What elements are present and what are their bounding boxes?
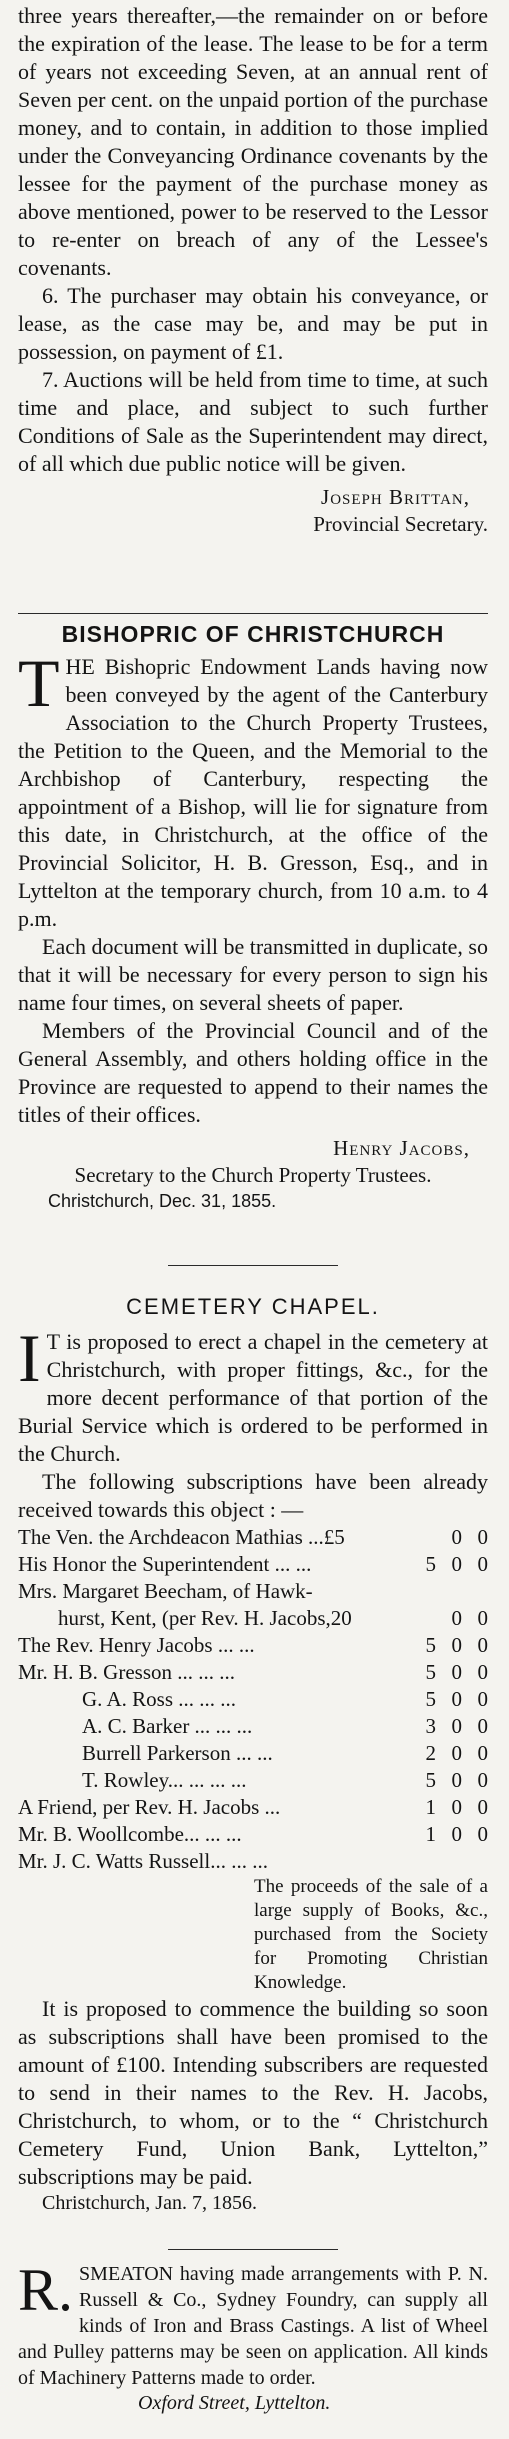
paragraph-clause-6: 6. The purchaser may obtain his conveyance, or lease, as the case may be, and may be put in possession, on payment of £1. bbox=[18, 283, 488, 364]
divider-line bbox=[18, 613, 488, 614]
amount-pence: 0 bbox=[477, 1822, 488, 1846]
table-row bbox=[18, 1713, 488, 1740]
subscriber-name: The Rev. Henry Jacobs ... ... bbox=[18, 1633, 255, 1657]
amount-shillings: 0 bbox=[451, 1633, 462, 1657]
subscription-note: The proceeds of the sale of a large supply of Books, &c., purchased from the Society for Promoting Christian Knowledge. bbox=[254, 1876, 488, 1993]
amount-pence: 0 bbox=[477, 1768, 488, 1792]
amount-shillings: 0 bbox=[451, 1714, 462, 1738]
amount-pounds bbox=[402, 1578, 436, 1605]
table-row bbox=[18, 1821, 488, 1848]
dropcap-letter: R. bbox=[18, 2257, 74, 2323]
subscriber-name: Mr. B. Woollcombe... ... ... bbox=[18, 1822, 242, 1846]
amount-pence: 0 bbox=[477, 1795, 488, 1819]
subscriber-name: The Ven. the Archdeacon Mathias ...£5 bbox=[18, 1525, 345, 1549]
section-divider bbox=[18, 1265, 488, 1266]
paragraph-lease-terms: three years thereafter,—the remainder on or before the expiration of the lease. The lease to be for a term of years not exceeding Seven, at an annual rent of Seven per cent. on the unpaid portion of the purchase money, and to contain, in addition to those implied under the Conveyancing Ordinance covenants by the lessee for the payment of the purchase money as above mentioned, power to be reserved to the Lessor to re-enter on breach of any of the Lessee's covenants. bbox=[18, 3, 488, 280]
amount-pounds: 3 bbox=[425, 1714, 436, 1738]
amount-shillings: 0 bbox=[451, 1687, 462, 1711]
signature-name: Joseph Brittan, bbox=[321, 485, 470, 509]
table-row bbox=[18, 1767, 488, 1794]
amount-pence: 0 bbox=[477, 1687, 488, 1711]
bishopric-paragraph-1-text: HE Bishopric Endowment Lands having now been conveyed by the agent of the Canterbury Association to the Church Property Trustees, the Petition to the Queen, and the Memorial to the Archbishop of Canterbury, respecting the appointment of a Bishop, will lie for signature from this date, in Christchurch, at the office of the Provincial Solicitor, H. B. Gresson, Esq., and in Lyttelton at the temporary church, from 10 a.m. to 4 p.m. bbox=[18, 654, 488, 931]
table-row bbox=[18, 1848, 488, 1875]
amount-pence: 0 bbox=[477, 1606, 488, 1630]
subscriber-name: Mr. J. C. Watts Russell... ... ... bbox=[18, 1849, 268, 1873]
address-line: Oxford Street, Lyttelton. bbox=[138, 2392, 331, 2414]
amount-pence: 0 bbox=[477, 1633, 488, 1657]
table-row bbox=[18, 1551, 488, 1578]
bishopric-paragraph-1 bbox=[18, 645, 488, 933]
amount-pounds: 5 bbox=[425, 1768, 436, 1792]
chapel-paragraph-1-text: T is proposed to erect a chapel in the cemetery at Christchurch, with proper fittings, &c., for the more decent performance of that portion of the Burial Service which is ordered to be performed in the Church. bbox=[18, 1329, 488, 1466]
table-row bbox=[18, 1686, 488, 1713]
amount-shillings: 0 bbox=[451, 1660, 462, 1684]
heading-bishopric: BISHOPRIC OF CHRISTCHURCH bbox=[61, 621, 445, 647]
table-row bbox=[18, 1794, 488, 1821]
subscriber-name: Mrs. Margaret Beecham, of Hawk- bbox=[18, 1579, 313, 1603]
bishopric-paragraph-2: Each document will be transmitted in duplicate, so that it will be necessary for every person to sign his name four times, on several sheets of paper. bbox=[18, 934, 488, 1015]
subscriber-name: Burrell Parkerson ... ... bbox=[82, 1741, 273, 1765]
table-row bbox=[18, 1740, 488, 1767]
amount-shillings bbox=[436, 1848, 462, 1875]
amount-pence: 0 bbox=[477, 1660, 488, 1684]
table-row bbox=[18, 1578, 488, 1605]
smeaton-paragraph bbox=[18, 2257, 488, 2391]
subscriber-name: hurst, Kent, (per Rev. H. Jacobs,20 bbox=[58, 1606, 352, 1630]
amount-shillings: 0 bbox=[451, 1822, 462, 1846]
land-sale-notice bbox=[18, 2, 488, 538]
chapel-paragraph-1 bbox=[18, 1320, 488, 1468]
dropcap-letter: T bbox=[18, 645, 60, 721]
bishopric-paragraph-3: Members of the Provincial Council and of the General Assembly, and others holding office in the Province are requested to append to their names the titles of their offices. bbox=[18, 1018, 488, 1127]
subscriber-name: T. Rowley... ... ... ... bbox=[82, 1768, 247, 1792]
divider-line bbox=[168, 2249, 338, 2250]
section-divider bbox=[18, 2249, 488, 2250]
subscriber-name: His Honor the Superintendent ... ... bbox=[18, 1552, 312, 1576]
amount-pounds: 5 bbox=[425, 1660, 436, 1684]
paragraph-clause-7: 7. Auctions will be held from time to time, at such time and place, and subject to such further Conditions of Sale as the Superintendent may direct, of all which due public notice will be given. bbox=[18, 367, 488, 476]
amount-shillings: 0 bbox=[451, 1606, 462, 1630]
amount-pence: 0 bbox=[477, 1714, 488, 1738]
subscriber-name: A Friend, per Rev. H. Jacobs ... bbox=[18, 1795, 281, 1819]
table-row bbox=[18, 1605, 488, 1632]
chapel-paragraph-2: The following subscriptions have been already received towards this object : — bbox=[18, 1469, 488, 1522]
amount-pence: 0 bbox=[477, 1525, 488, 1549]
cemetery-chapel-notice bbox=[18, 1292, 488, 2215]
smeaton-paragraph-text: SMEATON having made arrangements with P. N. Russell & Co., Sydney Foundry, can supply all kinds of Iron and Brass Castings. A list of Wheel and Pulley patterns may be seen on application. All kinds of Machinery Patterns made to order. bbox=[18, 2263, 488, 2389]
section-divider bbox=[18, 613, 488, 614]
table-row bbox=[18, 1659, 488, 1686]
dateline: Christchurch, Jan. 7, 1856. bbox=[42, 2192, 257, 2214]
signature-title: Secretary to the Church Property Trustees. bbox=[74, 1163, 432, 1187]
subscriber-name: A. C. Barker ... ... ... bbox=[82, 1714, 253, 1738]
amount-pence: 0 bbox=[477, 1741, 488, 1765]
amount-pence bbox=[462, 1848, 488, 1875]
divider-line bbox=[168, 1265, 338, 1266]
amount-shillings: 0 bbox=[451, 1795, 462, 1819]
dateline: Christchurch, Dec. 31, 1855. bbox=[48, 1191, 277, 1211]
amount-pounds: 5 bbox=[425, 1552, 436, 1576]
amount-pounds: 1 bbox=[425, 1822, 436, 1846]
subscriber-name: Mr. H. B. Gresson ... ... ... bbox=[18, 1660, 236, 1684]
amount-pounds: 1 bbox=[425, 1795, 436, 1819]
amount-pounds: 5 bbox=[425, 1633, 436, 1657]
amount-shillings: 0 bbox=[451, 1525, 462, 1549]
amount-pounds bbox=[402, 1524, 436, 1551]
heading-cemetery-chapel: CEMETERY CHAPEL. bbox=[126, 1294, 380, 1319]
signature-name: Henry Jacobs, bbox=[333, 1136, 470, 1160]
table-row bbox=[18, 1632, 488, 1659]
amount-pence: 0 bbox=[477, 1552, 488, 1576]
dropcap-letter: I bbox=[18, 1320, 41, 1396]
amount-shillings: 0 bbox=[451, 1552, 462, 1576]
smeaton-advertisement bbox=[18, 2257, 488, 2415]
amount-pounds bbox=[402, 1848, 436, 1875]
subscriber-name: G. A. Ross ... ... ... bbox=[82, 1687, 237, 1711]
signature-title: Provincial Secretary. bbox=[313, 512, 488, 536]
amount-shillings: 0 bbox=[451, 1741, 462, 1765]
amount-pounds: 5 bbox=[425, 1687, 436, 1711]
chapel-paragraph-3: It is proposed to commence the building so soon as subscriptions shall have been promised to the amount of £100. Intending subscribers are requested to send in their names to the Rev. H. Jacobs, Christchurch, to whom, or to the “ Christchurch Cemetery Fund, Union Bank, Lyttelton,” subscriptions may be paid. bbox=[18, 1996, 488, 2189]
table-row bbox=[18, 1524, 488, 1551]
amount-shillings: 0 bbox=[451, 1768, 462, 1792]
bishopric-notice bbox=[18, 619, 488, 1213]
amount-pence bbox=[462, 1578, 488, 1605]
subscriptions-table bbox=[18, 1524, 488, 1875]
amount-shillings bbox=[436, 1578, 462, 1605]
amount-pounds bbox=[402, 1605, 436, 1632]
amount-pounds: 2 bbox=[425, 1741, 436, 1765]
